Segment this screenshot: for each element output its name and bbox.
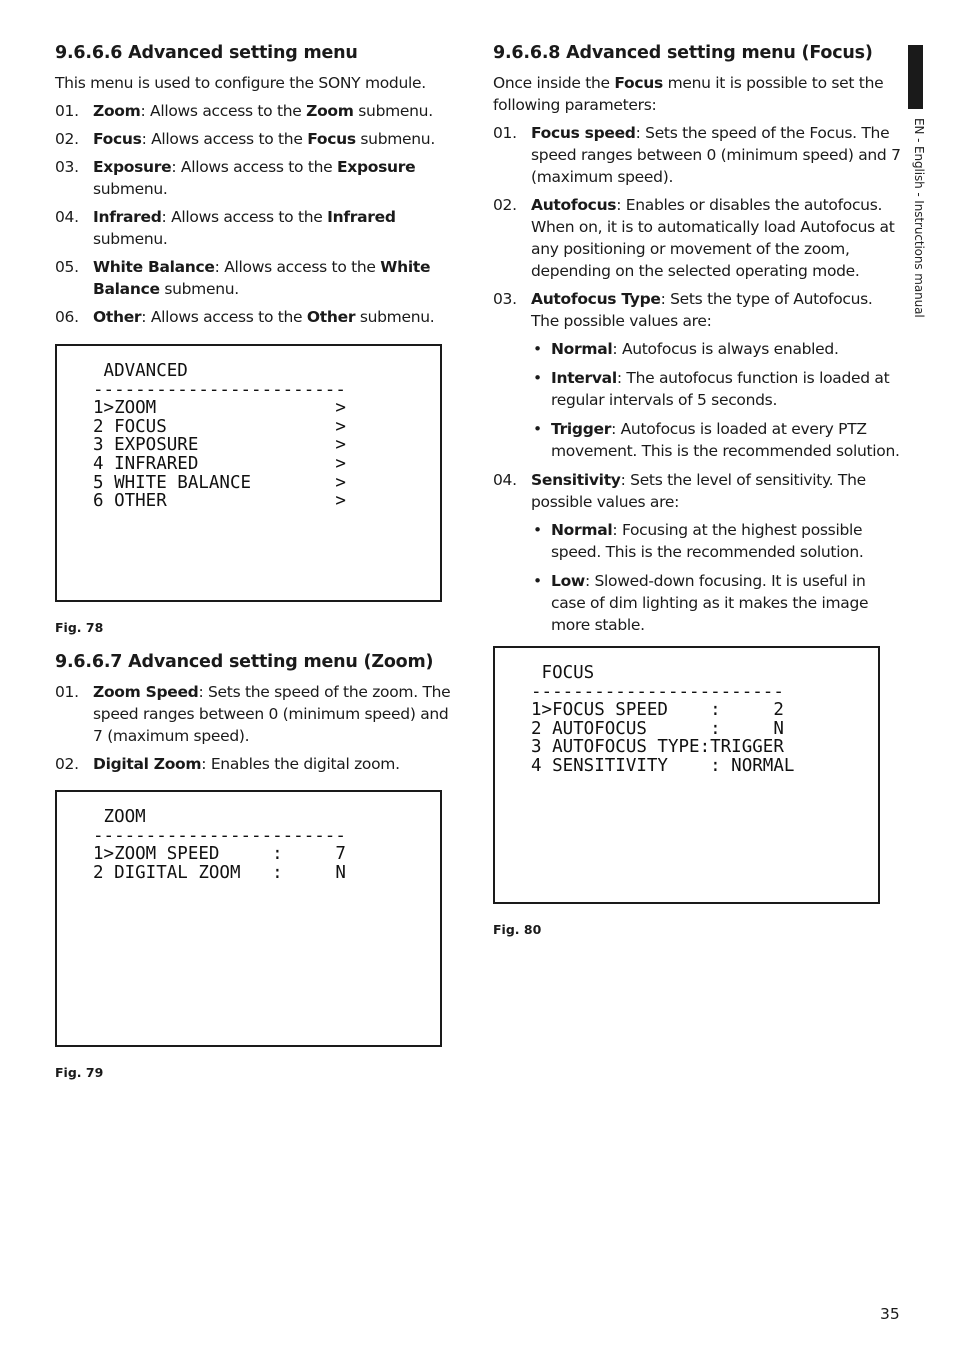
section-intro: This menu is used to configure the SONY module. bbox=[55, 74, 426, 92]
section-title-advanced-setting-menu: 9.6.6.6 Advanced setting menu bbox=[55, 43, 358, 63]
osd-line: 1>FOCUS SPEED : 2 bbox=[531, 700, 784, 721]
item-text: : Sets the speed of the zoom. The speed ranges between 0 (minimum speed) and 7 (maximum speed). bbox=[93, 683, 451, 745]
item-number: 02. bbox=[55, 755, 79, 773]
osd-line: 4 INFRARED > bbox=[93, 453, 346, 474]
bullet-item bbox=[531, 367, 903, 411]
figure-caption-80: Fig. 80 bbox=[493, 922, 542, 937]
item-number: 01. bbox=[55, 102, 79, 120]
item-text: submenu. bbox=[355, 308, 435, 326]
left-column bbox=[55, 40, 455, 1080]
item-text: : Enables the digital zoom. bbox=[201, 755, 400, 773]
focus-item-sensitivity: 04. Sensitivity: Sets the level of sensitivity. The possible values are: bbox=[493, 471, 866, 511]
item-term: Zoom bbox=[93, 102, 141, 120]
osd-screen-zoom bbox=[55, 790, 442, 1047]
focus-item-focus-speed: 01. Focus speed: Sets the speed of the Focus. The speed ranges between 0 (minimum speed) and 7 (maximum speed). bbox=[493, 124, 901, 186]
osd-line: ------------------------ bbox=[93, 825, 346, 846]
item-number: 01. bbox=[55, 683, 79, 701]
item-term: Infrared bbox=[93, 208, 162, 226]
figure-caption-79: Fig. 79 bbox=[55, 1065, 104, 1080]
item-text: : Allows access to the bbox=[214, 258, 381, 276]
section-title-focus-menu: 9.6.6.8 Advanced setting menu (Focus) bbox=[493, 43, 873, 63]
item-number: 06. bbox=[55, 308, 79, 326]
item-text: : Allows access to the bbox=[171, 158, 337, 176]
sensitivity-options bbox=[493, 519, 903, 636]
bullet-term: Normal bbox=[551, 340, 613, 358]
focus-intro: Once inside the Focus menu it is possible to set the following parameters: bbox=[493, 74, 884, 114]
bullet-text: : Autofocus is loaded at every PTZ movement. This is the recommended solution. bbox=[551, 420, 900, 460]
osd-line: 2 AUTOFOCUS : N bbox=[531, 718, 784, 739]
bullet-text: : Autofocus is always enabled. bbox=[612, 340, 839, 358]
item-number: 05. bbox=[55, 258, 79, 276]
item-text: : Allows access to the bbox=[141, 308, 307, 326]
bullet-term: Low bbox=[551, 572, 585, 590]
item-term: Zoom Speed bbox=[93, 683, 199, 701]
item-number: 04. bbox=[55, 208, 79, 226]
bullet-item bbox=[531, 418, 903, 462]
section-title-zoom-menu: 9.6.6.7 Advanced setting menu (Zoom) bbox=[55, 652, 434, 672]
bullet-item bbox=[531, 570, 903, 636]
osd-line: 6 OTHER > bbox=[93, 491, 346, 512]
bullet-text: : The autofocus function is loaded at regular intervals of 5 seconds. bbox=[551, 369, 890, 409]
osd-line: 5 WHITE BALANCE > bbox=[93, 472, 346, 493]
osd-line: ADVANCED bbox=[93, 361, 188, 381]
osd-screen-focus bbox=[493, 646, 880, 904]
bullet-dot: • bbox=[533, 521, 542, 539]
osd-line: 3 AUTOFOCUS TYPE:TRIGGER bbox=[531, 737, 784, 758]
osd-line: 2 DIGITAL ZOOM : N bbox=[93, 862, 346, 883]
bullet-dot: • bbox=[533, 369, 542, 387]
list-item bbox=[55, 681, 455, 747]
item-text: submenu. bbox=[353, 102, 433, 120]
item-term: Exposure bbox=[93, 158, 172, 176]
focus-item-autofocus: 02. Autofocus: Enables or disables the autofocus. When on, it is to automatically load Autofocus at any positioning or movement of the zoom, depending on the selected operating mode. bbox=[493, 196, 895, 280]
bullet-term: Interval bbox=[551, 369, 617, 387]
item-term: White Balance bbox=[93, 258, 431, 298]
bullet-dot: • bbox=[533, 340, 542, 358]
item-term: Focus bbox=[93, 130, 142, 148]
sidebar-tab-marker bbox=[908, 45, 923, 109]
osd-line: FOCUS bbox=[531, 663, 595, 683]
osd-line: 2 FOCUS > bbox=[93, 416, 346, 437]
item-term: Other bbox=[93, 308, 142, 326]
autofocus-type-options bbox=[493, 338, 903, 462]
osd-screen-advanced bbox=[55, 344, 442, 602]
bullet-item bbox=[531, 338, 903, 360]
osd-line: ZOOM bbox=[93, 807, 146, 827]
page-number: 35 bbox=[880, 1305, 900, 1323]
item-text: : Allows access to the bbox=[161, 208, 328, 226]
item-term: Exposure bbox=[337, 158, 416, 176]
item-term: Infrared bbox=[327, 208, 396, 226]
bullet-item bbox=[531, 519, 903, 563]
osd-line: 4 SENSITIVITY : NORMAL bbox=[531, 755, 795, 776]
list-item bbox=[55, 256, 455, 300]
osd-line: 3 EXPOSURE > bbox=[93, 435, 346, 456]
list-item bbox=[55, 753, 455, 775]
bullet-dot: • bbox=[533, 572, 542, 590]
list-item bbox=[55, 156, 455, 200]
bullet-text: : Slowed-down focusing. It is useful in case of dim lighting as it makes the image more stable. bbox=[551, 572, 869, 634]
right-column bbox=[493, 40, 903, 937]
bullet-term: Trigger bbox=[551, 420, 612, 438]
bullet-text: : Focusing at the highest possible speed. This is the recommended solution. bbox=[551, 521, 864, 561]
item-term: White Balance bbox=[93, 258, 215, 276]
list-item bbox=[55, 128, 455, 150]
focus-item-autofocus-type: 03. Autofocus Type: Sets the type of Autofocus. The possible values are: bbox=[493, 290, 873, 330]
item-text: submenu. bbox=[159, 280, 239, 298]
bullet-term: Normal bbox=[551, 521, 613, 539]
item-number: 02. bbox=[55, 130, 79, 148]
advanced-menu-item-list bbox=[55, 100, 455, 328]
figure-caption-78: Fig. 78 bbox=[55, 620, 104, 635]
item-text: : Allows access to the bbox=[140, 102, 307, 120]
item-term: Zoom bbox=[306, 102, 354, 120]
osd-line: ------------------------ bbox=[93, 379, 346, 400]
item-text: submenu. bbox=[355, 130, 435, 148]
zoom-menu-item-list bbox=[55, 681, 455, 775]
item-term: Digital Zoom bbox=[93, 755, 202, 773]
item-text: : Allows access to the bbox=[141, 130, 308, 148]
item-text: submenu. bbox=[93, 230, 168, 248]
item-text: submenu. bbox=[93, 180, 168, 198]
list-item bbox=[55, 100, 455, 122]
osd-line: 1>ZOOM SPEED : 7 bbox=[93, 844, 346, 865]
osd-line: ------------------------ bbox=[531, 681, 784, 702]
bullet-dot: • bbox=[533, 420, 542, 438]
item-term: Other bbox=[306, 308, 356, 326]
osd-line: 1>ZOOM > bbox=[93, 398, 346, 419]
list-item bbox=[55, 206, 455, 250]
item-term: Focus bbox=[307, 130, 356, 148]
sidebar-manual-label: EN - English - Instructions manual bbox=[912, 118, 926, 318]
list-item bbox=[55, 306, 455, 328]
item-number: 03. bbox=[55, 158, 79, 176]
